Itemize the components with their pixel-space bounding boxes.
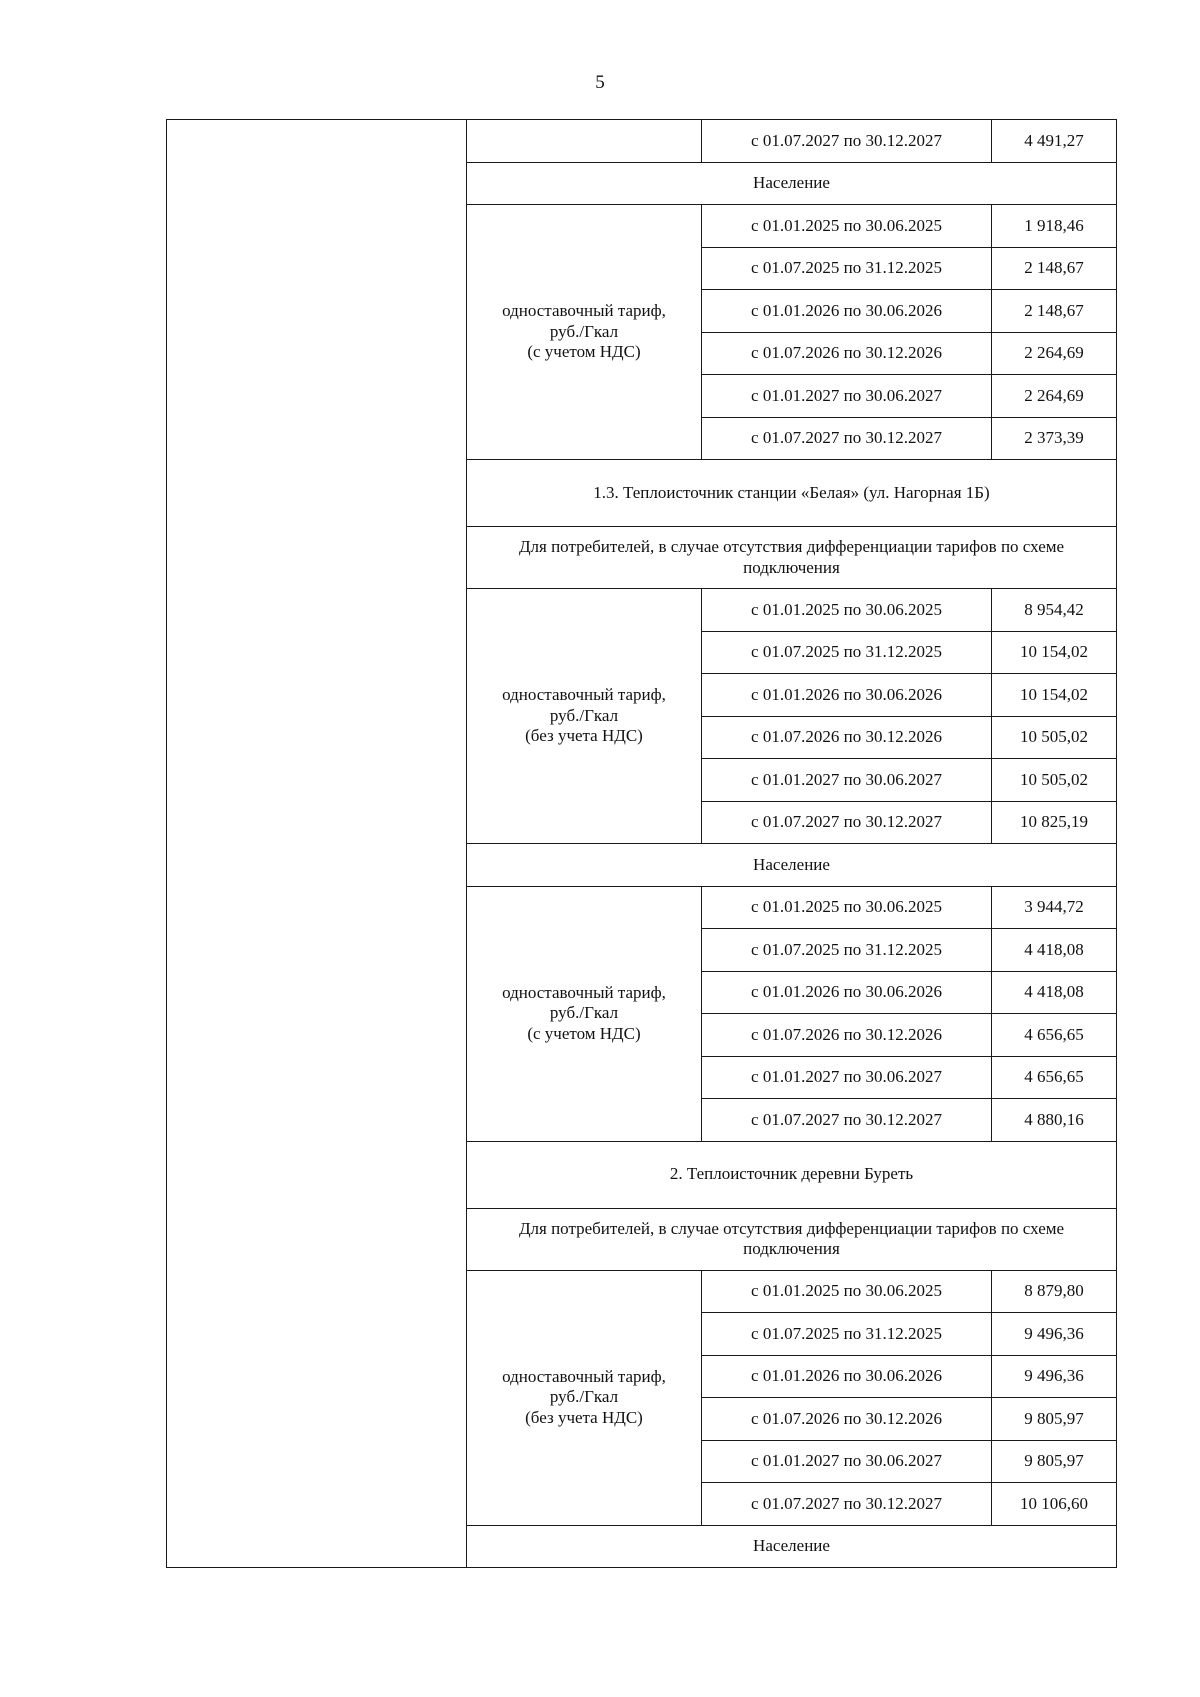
period-cell: с 01.01.2027 по 30.06.2027 — [702, 375, 992, 418]
value-cell: 4 656,65 — [992, 1056, 1117, 1099]
tariff-label-line: одноставочный тариф, — [502, 301, 666, 321]
value-cell: 2 264,69 — [992, 332, 1117, 375]
value-cell: 2 264,69 — [992, 375, 1117, 418]
section-header-cell: Население — [467, 162, 1117, 205]
value-cell: 3 944,72 — [992, 886, 1117, 929]
period-cell: с 01.07.2027 по 30.12.2027 — [702, 801, 992, 844]
tariff-label-cell — [467, 886, 702, 1141]
period-cell: с 01.07.2025 по 31.12.2025 — [702, 247, 992, 290]
tariff-label-line: одноставочный тариф, — [502, 1366, 666, 1386]
value-cell: 10 154,02 — [992, 631, 1117, 674]
period-cell: с 01.07.2027 по 30.12.2027 — [702, 1099, 992, 1142]
section-title-cell: 2. Теплоисточник деревни Буреть — [467, 1141, 1117, 1208]
period-cell: с 01.01.2025 по 30.06.2025 — [702, 886, 992, 929]
value-cell: 9 805,97 — [992, 1398, 1117, 1441]
period-cell: с 01.01.2027 по 30.06.2027 — [702, 759, 992, 802]
value-cell: 9 496,36 — [992, 1313, 1117, 1356]
page-number: 5 — [595, 72, 605, 93]
section-header-cell: Население — [467, 844, 1117, 887]
period-cell: с 01.01.2027 по 30.06.2027 — [702, 1056, 992, 1099]
value-cell: 4 491,27 — [992, 120, 1117, 163]
section-subheader-cell: Для потребителей, в случае отсутствия дифференциации тарифов по схеме подключения — [467, 527, 1117, 589]
value-cell: 10 825,19 — [992, 801, 1117, 844]
period-cell: с 01.07.2027 по 30.12.2027 — [702, 417, 992, 460]
period-cell: с 01.01.2025 по 30.06.2025 — [702, 589, 992, 632]
period-cell: с 01.07.2025 по 31.12.2025 — [702, 631, 992, 674]
value-cell: 1 918,46 — [992, 205, 1117, 248]
period-cell: с 01.07.2025 по 31.12.2025 — [702, 1313, 992, 1356]
section-title-cell: 1.3. Теплоисточник станции «Белая» (ул. Нагорная 1Б) — [467, 460, 1117, 527]
tariff-table — [166, 119, 1117, 1568]
value-cell: 2 148,67 — [992, 290, 1117, 333]
period-cell: с 01.01.2026 по 30.06.2026 — [702, 971, 992, 1014]
left-empty-column — [167, 120, 467, 1568]
value-cell: 4 880,16 — [992, 1099, 1117, 1142]
label-cell-empty — [467, 120, 702, 163]
period-cell: с 01.07.2027 по 30.12.2027 — [702, 1483, 992, 1526]
period-cell: с 01.01.2026 по 30.06.2026 — [702, 290, 992, 333]
value-cell: 8 954,42 — [992, 589, 1117, 632]
value-cell: 9 496,36 — [992, 1355, 1117, 1398]
tariff-unit-line: руб./Гкал — [549, 321, 619, 341]
value-cell: 9 805,97 — [992, 1440, 1117, 1483]
period-cell: с 01.01.2025 по 30.06.2025 — [702, 205, 992, 248]
period-cell: с 01.07.2026 по 30.12.2026 — [702, 1014, 992, 1057]
period-cell: с 01.07.2026 по 30.12.2026 — [702, 716, 992, 759]
value-cell: 10 154,02 — [992, 674, 1117, 717]
table-row — [167, 120, 1117, 163]
value-cell: 4 418,08 — [992, 971, 1117, 1014]
period-cell: с 01.07.2025 по 31.12.2025 — [702, 929, 992, 972]
period-cell: с 01.01.2025 по 30.06.2025 — [702, 1270, 992, 1313]
period-cell: с 01.01.2026 по 30.06.2026 — [702, 674, 992, 717]
tariff-vat-line: (без учета НДС) — [525, 1407, 643, 1427]
tariff-label-line: одноставочный тариф, — [502, 685, 666, 705]
period-cell: с 01.07.2026 по 30.12.2026 — [702, 332, 992, 375]
value-cell: 4 656,65 — [992, 1014, 1117, 1057]
section-subheader-cell: Для потребителей, в случае отсутствия дифференциации тарифов по схеме подключения — [467, 1208, 1117, 1270]
value-cell: 2 373,39 — [992, 417, 1117, 460]
period-cell: с 01.01.2027 по 30.06.2027 — [702, 1440, 992, 1483]
value-cell: 2 148,67 — [992, 247, 1117, 290]
tariff-vat-line: (с учетом НДС) — [527, 342, 641, 362]
value-cell: 4 418,08 — [992, 929, 1117, 972]
tariff-unit-line: руб./Гкал — [549, 1387, 619, 1407]
tariff-vat-line: (с учетом НДС) — [527, 1023, 641, 1043]
period-cell: с 01.07.2027 по 30.12.2027 — [702, 120, 992, 163]
tariff-vat-line: (без учета НДС) — [525, 726, 643, 746]
tariff-label-cell — [467, 589, 702, 844]
value-cell: 10 106,60 — [992, 1483, 1117, 1526]
tariff-unit-line: руб./Гкал — [549, 1003, 619, 1023]
tariff-unit-line: руб./Гкал — [549, 705, 619, 725]
tariff-label-cell — [467, 205, 702, 460]
value-cell: 10 505,02 — [992, 716, 1117, 759]
section-header-cell: Население — [467, 1525, 1117, 1568]
value-cell: 8 879,80 — [992, 1270, 1117, 1313]
value-cell: 10 505,02 — [992, 759, 1117, 802]
tariff-label-line: одноставочный тариф, — [502, 982, 666, 1002]
period-cell: с 01.07.2026 по 30.12.2026 — [702, 1398, 992, 1441]
tariff-label-cell — [467, 1270, 702, 1525]
period-cell: с 01.01.2026 по 30.06.2026 — [702, 1355, 992, 1398]
